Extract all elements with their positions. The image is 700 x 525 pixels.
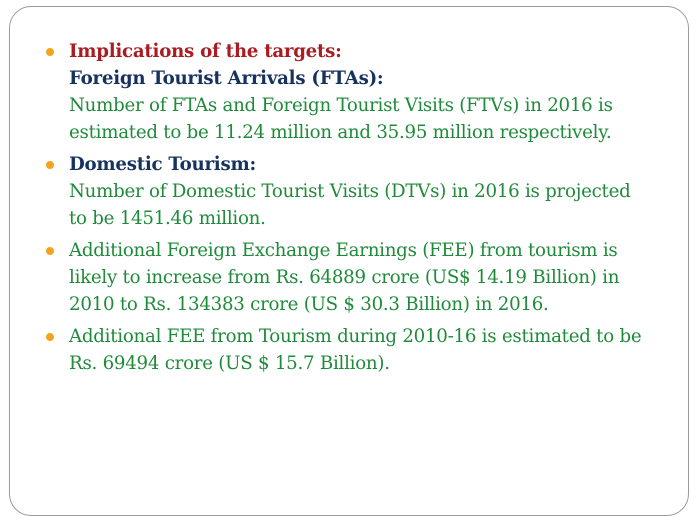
- bullet-dot-icon: [46, 48, 54, 56]
- domestic-tourism-heading: Domestic Tourism:: [69, 154, 256, 175]
- additional-fee-line-1: Additional FEE from Tourism during 2010-16 is estimated to be: [69, 326, 642, 347]
- implications-heading: Implications of the targets:: [69, 41, 342, 62]
- slide-content: [45, 38, 675, 382]
- fta-subheading: Foreign Tourist Arrivals (FTAs):: [69, 68, 384, 89]
- bullet-item-fee-increase: [45, 237, 675, 318]
- bullet-item-implications: [45, 38, 675, 146]
- additional-fee-line-2: Rs. 69494 crore (US $ 15.7 Billion).: [69, 353, 390, 374]
- fee-text-line-1: Additional Foreign Exchange Earnings (FEE) from tourism is: [69, 240, 618, 261]
- dtv-text-line-1: Number of Domestic Tourist Visits (DTVs) in 2016 is projected: [69, 181, 631, 202]
- fee-text-line-3: 2010 to Rs. 134383 crore (US $ 30.3 Billion) in 2016.: [69, 294, 549, 315]
- bullet-item-domestic-tourism: [45, 151, 675, 232]
- bullet-dot-icon: [46, 333, 54, 341]
- fta-text-line-1: Number of FTAs and Foreign Tourist Visits (FTVs) in 2016 is: [69, 95, 613, 116]
- fee-text-line-2: likely to increase from Rs. 64889 crore (US$ 14.19 Billion) in: [69, 267, 620, 288]
- bullet-dot-icon: [46, 161, 54, 169]
- bullet-dot-icon: [46, 247, 54, 255]
- dtv-text-line-2: to be 1451.46 million.: [69, 208, 266, 229]
- fta-text-line-2: estimated to be 11.24 million and 35.95 million respectively.: [69, 122, 612, 143]
- slide-frame: [9, 6, 689, 516]
- bullet-item-additional-fee: [45, 323, 675, 377]
